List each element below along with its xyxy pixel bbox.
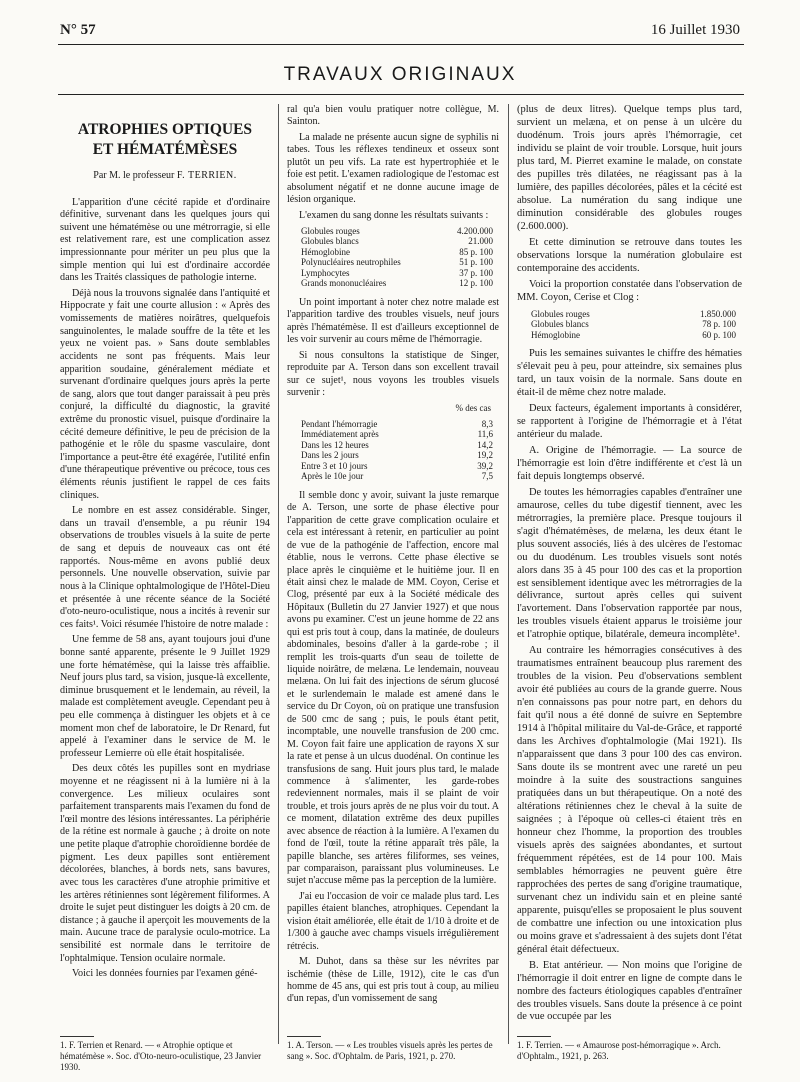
table-cell-value: 19,2 xyxy=(477,450,493,461)
paragraph: La malade ne présente aucun signe de syphilis ni tabes. Tous les réflexes tendineux et osseux sont plutôt un peu vifs. La rate est hypertrophiée et le foie est petit. L'examen radiologique de l'estomac est absolument négatif et ne donne aucune image de lésion organique. xyxy=(287,131,499,206)
paragraph: De toutes les hémorragies capables d'entraîner une amaurose, celles du tube digestif tiennent, avec les métrorragies, la première place. Presque toujours il s'agit d'hématémèses, de melæna, les deux étant le plus souvent associés, liés à des ulcères de l'estomac ou du duodénum. Les troubles visuels sont notés alors dans 35 à 45 pour 100 des cas et la proportion est sensiblement identique avec les métrorragies de la délivrance, surtout après celles qui suivent l'avortement. Dans l'observation rapportée par nous, les troubles visuels étaient apparus le troisième jour et l'atrophie optique, bilatérale, demeura incomplète¹. xyxy=(517,486,742,641)
footnote-rule xyxy=(287,1036,321,1037)
table-cell-label: Dans les 12 heures xyxy=(301,439,369,450)
stats-table xyxy=(287,419,499,482)
column-divider xyxy=(278,104,279,1044)
table-cell-label: Globules rouges xyxy=(301,225,360,236)
paragraph: (plus de deux litres). Quelque temps plus tard, survient un melæna, et on pense à un ulcère du duodénum. Trois jours après l'hémorragie, cet individu se plaint de voir trouble. Lorsque, huit jours plus tard, M. Pierret examine le malade, on constate des pupilles très dilatées, ne réagissant pas à la lumière, des papilles décolorées, pâles et la cécité est absolue. La numération du sang indique une diminution considérable des globules rouges (2.600.000). xyxy=(517,104,742,232)
column-3 xyxy=(517,104,742,1027)
section-title: TRAVAUX ORIGINAUX xyxy=(283,64,517,85)
paragraph: Il semble donc y avoir, suivant la juste remarque de A. Terson, une sorte de phase élective pour l'apparition de cette grave complication oculaire et cela est intéressant à retenir, en particulier au point de vue de la pathogénie de l'affection, encore mal établie, nous le verrons. Cette phase élective se place après le cinquième et le huitième jour. Il en était ainsi chez le malade de MM. Coyon, Cerise et Clog, présenté par eux à la Société médicale des Hôpitaux (Bulletin du 27 Janvier 1927) et que nous avons pu examiner. C'est un jeune homme de 22 ans qui est pris tout à coup, dans la matinée, de douleurs abdominales, besoins d'aller à la garde-robe ; il remplit les trois-quarts d'un seau de toilette de liquide noirâtre, de melæna. Le lendemain, nouveau melæna. On lui fait des injections de sérum glucosé et le surlendemain le malade est amené dans le service du Dr Coyon, où on pratique une transfusion de 500 cmc de sang ; puis, le pouls étant petit, incomptable, une nouvelle transfusion de 200 cmc. M. Coyon fait faire une application de rayons X sur la rate et pense à un ulcus duodénal. On continue les transfusions de sang. Huit jours plus tard, le malade commence à s'alimenter, les garde-robes redeviennent normales, mais il se plaint de voir trouble, et trois jours après de ne plus voir du tout. A ce moment, dilatation extrême des deux pupilles avec absence de réaction à la lumière. A l'examen du fond de l'œil, toute la rétine apparaît très pâle, la papille blanche, ses artères filiformes, ses veines, par comparaison, paraissant plus volumineuses. Le sujet n'accuse même pas la perception de la lumière. xyxy=(287,489,499,887)
footnote-text: 1. A. Terson. — « Les troubles visuels après les pertes de sang ». Soc. d'Ophtalm. de Paris, 1921, p. 270. xyxy=(287,1040,493,1061)
article-title xyxy=(60,120,270,160)
paragraph: Une femme de 58 ans, ayant toujours joui d'une bonne santé apparente, présente le 9 Juillet 1929 une forte hématémèse, qui la laisse très affaiblie. Neuf jours plus tard, sa vision, jusque-là excellente, diminue brusquement et le lendemain, au réveil, la malade est complètement aveugle. Cependant peu à peu elle commença à distinguer les objets et à ce moment mon chef de laboratoire, le Dr Renard, fut appelé à l'examiner dans le service de M. le professeur Lemierre où elle était hospitalisée. xyxy=(60,634,270,759)
issue-number: N° 57 xyxy=(60,22,96,38)
column-1 xyxy=(60,104,270,984)
table-cell-value: 39,2 xyxy=(477,460,493,471)
table-cell-label: Globules blancs xyxy=(301,236,359,247)
footnote-1 xyxy=(60,1036,270,1073)
paragraph: A. Origine de l'hémorragie. — La source de l'hémorragie est loin d'être indifférente et c'est là un fait depuis longtemps observé. xyxy=(517,444,742,482)
footnote-text: 1. F. Terrien et Renard. — « Atrophie optique et hématémèse ». Soc. d'Oto-neuro-oculistique, 23 Janvier 1930. xyxy=(60,1040,262,1072)
table-cell-label: Immédiatement après xyxy=(301,429,379,440)
table-cell-value: 11,6 xyxy=(477,429,493,440)
paragraph: Au contraire les hémorragies consécutives à des traumatismes entraînent beaucoup plus rarement des troubles de la vision. Peu d'observations semblent avoir été publiées au cours de la grande guerre. Nous n'en connaissons pas pour notre part, en dehors du fait qu'il nous a été donné de suivre en Septembre 1914 à l'hôpital militaire du Val-de-Grâce, et rapporté dans les Archives d'ophtalmologie (Mai 1921). Ils n'apparaissent que dans 3 pour 100 des cas environ. Sans doute ils se montrent avec une rareté un peu moindre à la suite des soustractions sanguines pratiquées dans un but thérapeutique. On a noté des altérations rétiniennes chez le cheval à la suite de saignées ; à l'époque où celles-ci étaient très en honneur chez l'homme, la proportion des troubles visuels après des saignées abondantes, et surtout fréquemment répétées, est de 14 pour 100. Mais semblables hémorragies ne peuvent guère être rapprochées des pertes de sang d'origine traumatique, survenant chez un individu sain et en pleine santé apparente, puisqu'elles se proposaient le plus souvent de combattre une infection ou une intoxication plus ou moins grave et s'adressaient à des sujets dont l'état général était défectueux. xyxy=(517,645,742,955)
table-row xyxy=(287,471,499,482)
table-cell-value: 7,5 xyxy=(481,471,493,482)
footnote-2 xyxy=(287,1036,499,1062)
table-row xyxy=(287,268,499,279)
table-row xyxy=(287,419,499,430)
table-cell-label: Globules blancs xyxy=(531,319,589,330)
header-rule xyxy=(58,44,744,45)
paragraph: L'examen du sang donne les résultats suivants : xyxy=(299,209,489,221)
table-row xyxy=(287,278,499,289)
author-name: F. TERRIEN. xyxy=(176,170,237,181)
table-row xyxy=(287,226,499,237)
paragraph: Deux facteurs, également importants à considérer, se rapportent à l'origine de l'hémorragie et à l'état antérieur du malade. xyxy=(517,402,742,440)
table-cell-label: Polynucléaires neutrophiles xyxy=(301,257,401,268)
paragraph: L'apparition d'une cécité rapide et d'ordinaire définitive, survenant dans les quelques jours qui suivent une hématémèse ou une métrorragie, si elle est relativement rare, est une complication assez impressionnante pour mériter un peu plus que la simple mention qui lui est d'ordinaire accordée dans les Traités classiques de pathologie interne. xyxy=(60,196,270,284)
table-cell-value: 60 p. 100 xyxy=(702,329,736,340)
paragraph: Déjà nous la trouvons signalée dans l'antiquité et Hippocrate y fait une courte allusion : « Après des vomissements de matières noirâtres, quelquefois sanguinolentes, le malade souffre de la tête et les yeux ne voient pas. » Sans doute semblables accidents ne sont pas fréquents. Mais leur apparition soudaine, généralement médiate et survenant d'ordinaire quelques jours après la perte de sang, alors que tout danger paraissait à peu près conjuré, la difficulté du diagnostic, la gravité extrême du pronostic visuel, puisque d'ordinaire la cécité demeure définitive, le peu de précision de la pathogénie et le rôle du spasme vasculaire, dont l'importance a peut-être été exagérée, l'utilité enfin d'une thérapeutique préventive ou précoce, tous ces éléments réunis justifient le rappel de ces faits cliniques. xyxy=(60,287,270,501)
paragraph: Le nombre en est assez considérable. Singer, dans un travail d'ensemble, a pu réunir 194 observations de troubles visuels à la suite de perte de sang et depuis de nouveaux cas ont été rapportés. Nous-même en avons publié deux personnels. Une nouvelle observation, suivie par nous à la Clinique ophtalmologique de l'Hôtel-Dieu et présentée à une récente séance de la Société d'oto-neuro-oculistique, nous a incités à revenir sur ces faits¹. Voici résumée l'histoire de notre malade : xyxy=(60,505,270,630)
table-cell-value: 12 p. 100 xyxy=(459,278,493,289)
article-title-line: ET HÉMATÉMÈSES xyxy=(92,141,238,158)
table-cell-label: Pendant l'hémorragie xyxy=(301,418,378,429)
table-cell-value: 37 p. 100 xyxy=(459,267,493,278)
paragraph: B. Etat antérieur. — Non moins que l'origine de l'hémorragie il doit entrer en ligne de compte dans le nombre des facteurs étiologiques capables d'entraîner des troubles visuels. Sans doute la présence à ce point de vue occupée par les xyxy=(517,959,742,1023)
paragraph: Puis les semaines suivantes le chiffre des hématies s'élevait peu à peu, pour atteindre, six semaines plus tard, un taux voisin de la normale. Sans doute en était-il de même chez notre malade. xyxy=(517,348,742,398)
paragraph: ral qu'a bien voulu pratiquer notre collègue, M. Sainton. xyxy=(287,104,499,128)
table-row xyxy=(517,309,742,320)
paragraph: M. Duhot, dans sa thèse sur les névrites par ischémie (thèse de Lille, 1912), cite le cas d'un homme de 45 ans, qui est pris tout à coup, au milieu d'un repas, d'un vomissement de sang xyxy=(287,956,499,1005)
paragraph: Voici les données fournies par l'examen géné- xyxy=(72,968,258,980)
table-cell-label: Après le 10e jour xyxy=(301,471,364,482)
paragraph: Un point important à noter chez notre malade est l'apparition tardive des troubles visuels, neuf jours après l'hématémèse. Il est d'ailleurs exceptionnel de les voir survenir au cours même de l'hémorragie. xyxy=(287,296,499,346)
paragraph: J'ai eu l'occasion de voir ce malade plus tard. Les papilles étaient blanches, atrophiques. Cependant la vision était améliorée, elle était de 1/10 à droite et de 1/300 à gauche avec champs visuels irrégulièrement rétrécis. xyxy=(287,890,499,952)
table-cell-label: Lymphocytes xyxy=(301,267,350,278)
table-cell-value: 85 p. 100 xyxy=(459,246,493,257)
table-cell-label: Grands mononucléaires xyxy=(301,278,387,289)
paragraph: Des deux côtés les pupilles sont en mydriase moyenne et ne réagissent ni à la lumière ni à la convergence. Les milieux oculaires sont parfaitement transparents mais l'examen du fond de l'œil montre des lésions intéressantes. La périphérie de la rétine est normale à gauche ; à droite on note une petite plaque d'atrophie choroïdienne bordée de pigment. Les deux papilles sont entièrement décolorées, blanches, à bords nets, sans bavures, avec tous les caractères d'une atrophie primitive et les artères rétiniennes sont légèrement filiformes. A droite le sujet peut distinguer les doigts à 20 cm. de distance ; à gauche il aperçoit les mouvements de la main. Aucune trace de paralysie oculo-motrice. La sensibilité est normale dans le territoire de l'ophtalmique. Tension oculaire normale. xyxy=(60,763,271,964)
table-row xyxy=(287,247,499,258)
blood-table-2 xyxy=(517,309,742,341)
table-cell-label: Hémoglobine xyxy=(531,329,580,340)
author-prefix: Par M. le professeur xyxy=(93,170,175,181)
paragraph: Si nous consultons la statistique de Singer, reproduite par A. Terson dans son excellent travail sur ce sujet¹, nous voyons les troubles visuels survenir : xyxy=(287,349,499,398)
table-cell-value: 21.000 xyxy=(468,236,493,247)
paragraph: Et cette diminution se retrouve dans toutes les observations lorsque la numération globulaire est contemporaine des accidents. xyxy=(517,236,742,274)
blood-table-1 xyxy=(287,226,499,289)
column-2 xyxy=(287,104,499,1009)
table-cell-value: 78 p. 100 xyxy=(702,319,736,330)
table-row xyxy=(287,257,499,268)
footnote-rule xyxy=(60,1036,94,1037)
column-divider xyxy=(508,104,509,1044)
footnote-3 xyxy=(517,1036,742,1062)
table-row xyxy=(517,319,742,330)
table-cell-value: 51 p. 100 xyxy=(459,257,493,268)
table-cell-value: 4.200.000 xyxy=(457,225,493,236)
table-cell-label: Entre 3 et 10 jours xyxy=(301,460,368,471)
table-row xyxy=(287,461,499,472)
table-row xyxy=(287,440,499,451)
article-title-line: ATROPHIES OPTIQUES xyxy=(77,121,253,138)
table-row xyxy=(287,450,499,461)
issue-date: 16 Juillet 1930 xyxy=(650,22,740,38)
footnote-rule xyxy=(517,1036,551,1037)
footnote-text: 1. F. Terrien. — « Amaurose post-hémorragique ». Arch. d'Ophtalm., 1921, p. 263. xyxy=(517,1040,721,1061)
stat-unit: % des cas xyxy=(455,403,491,414)
section-rule xyxy=(58,94,744,95)
paragraph: Voici la proportion constatée dans l'observation de MM. Coyon, Cerise et Clog : xyxy=(517,278,742,303)
page-header xyxy=(60,22,740,42)
table-row xyxy=(287,429,499,440)
table-row xyxy=(517,330,742,341)
table-row xyxy=(287,236,499,247)
table-cell-value: 14,2 xyxy=(477,439,493,450)
table-cell-value: 1.850.000 xyxy=(700,308,736,319)
table-cell-label: Hémoglobine xyxy=(301,246,350,257)
article-author xyxy=(60,170,270,183)
table-cell-label: Dans les 2 jours xyxy=(301,450,359,461)
table-cell-value: 8,3 xyxy=(481,418,493,429)
table-cell-label: Globules rouges xyxy=(531,308,590,319)
